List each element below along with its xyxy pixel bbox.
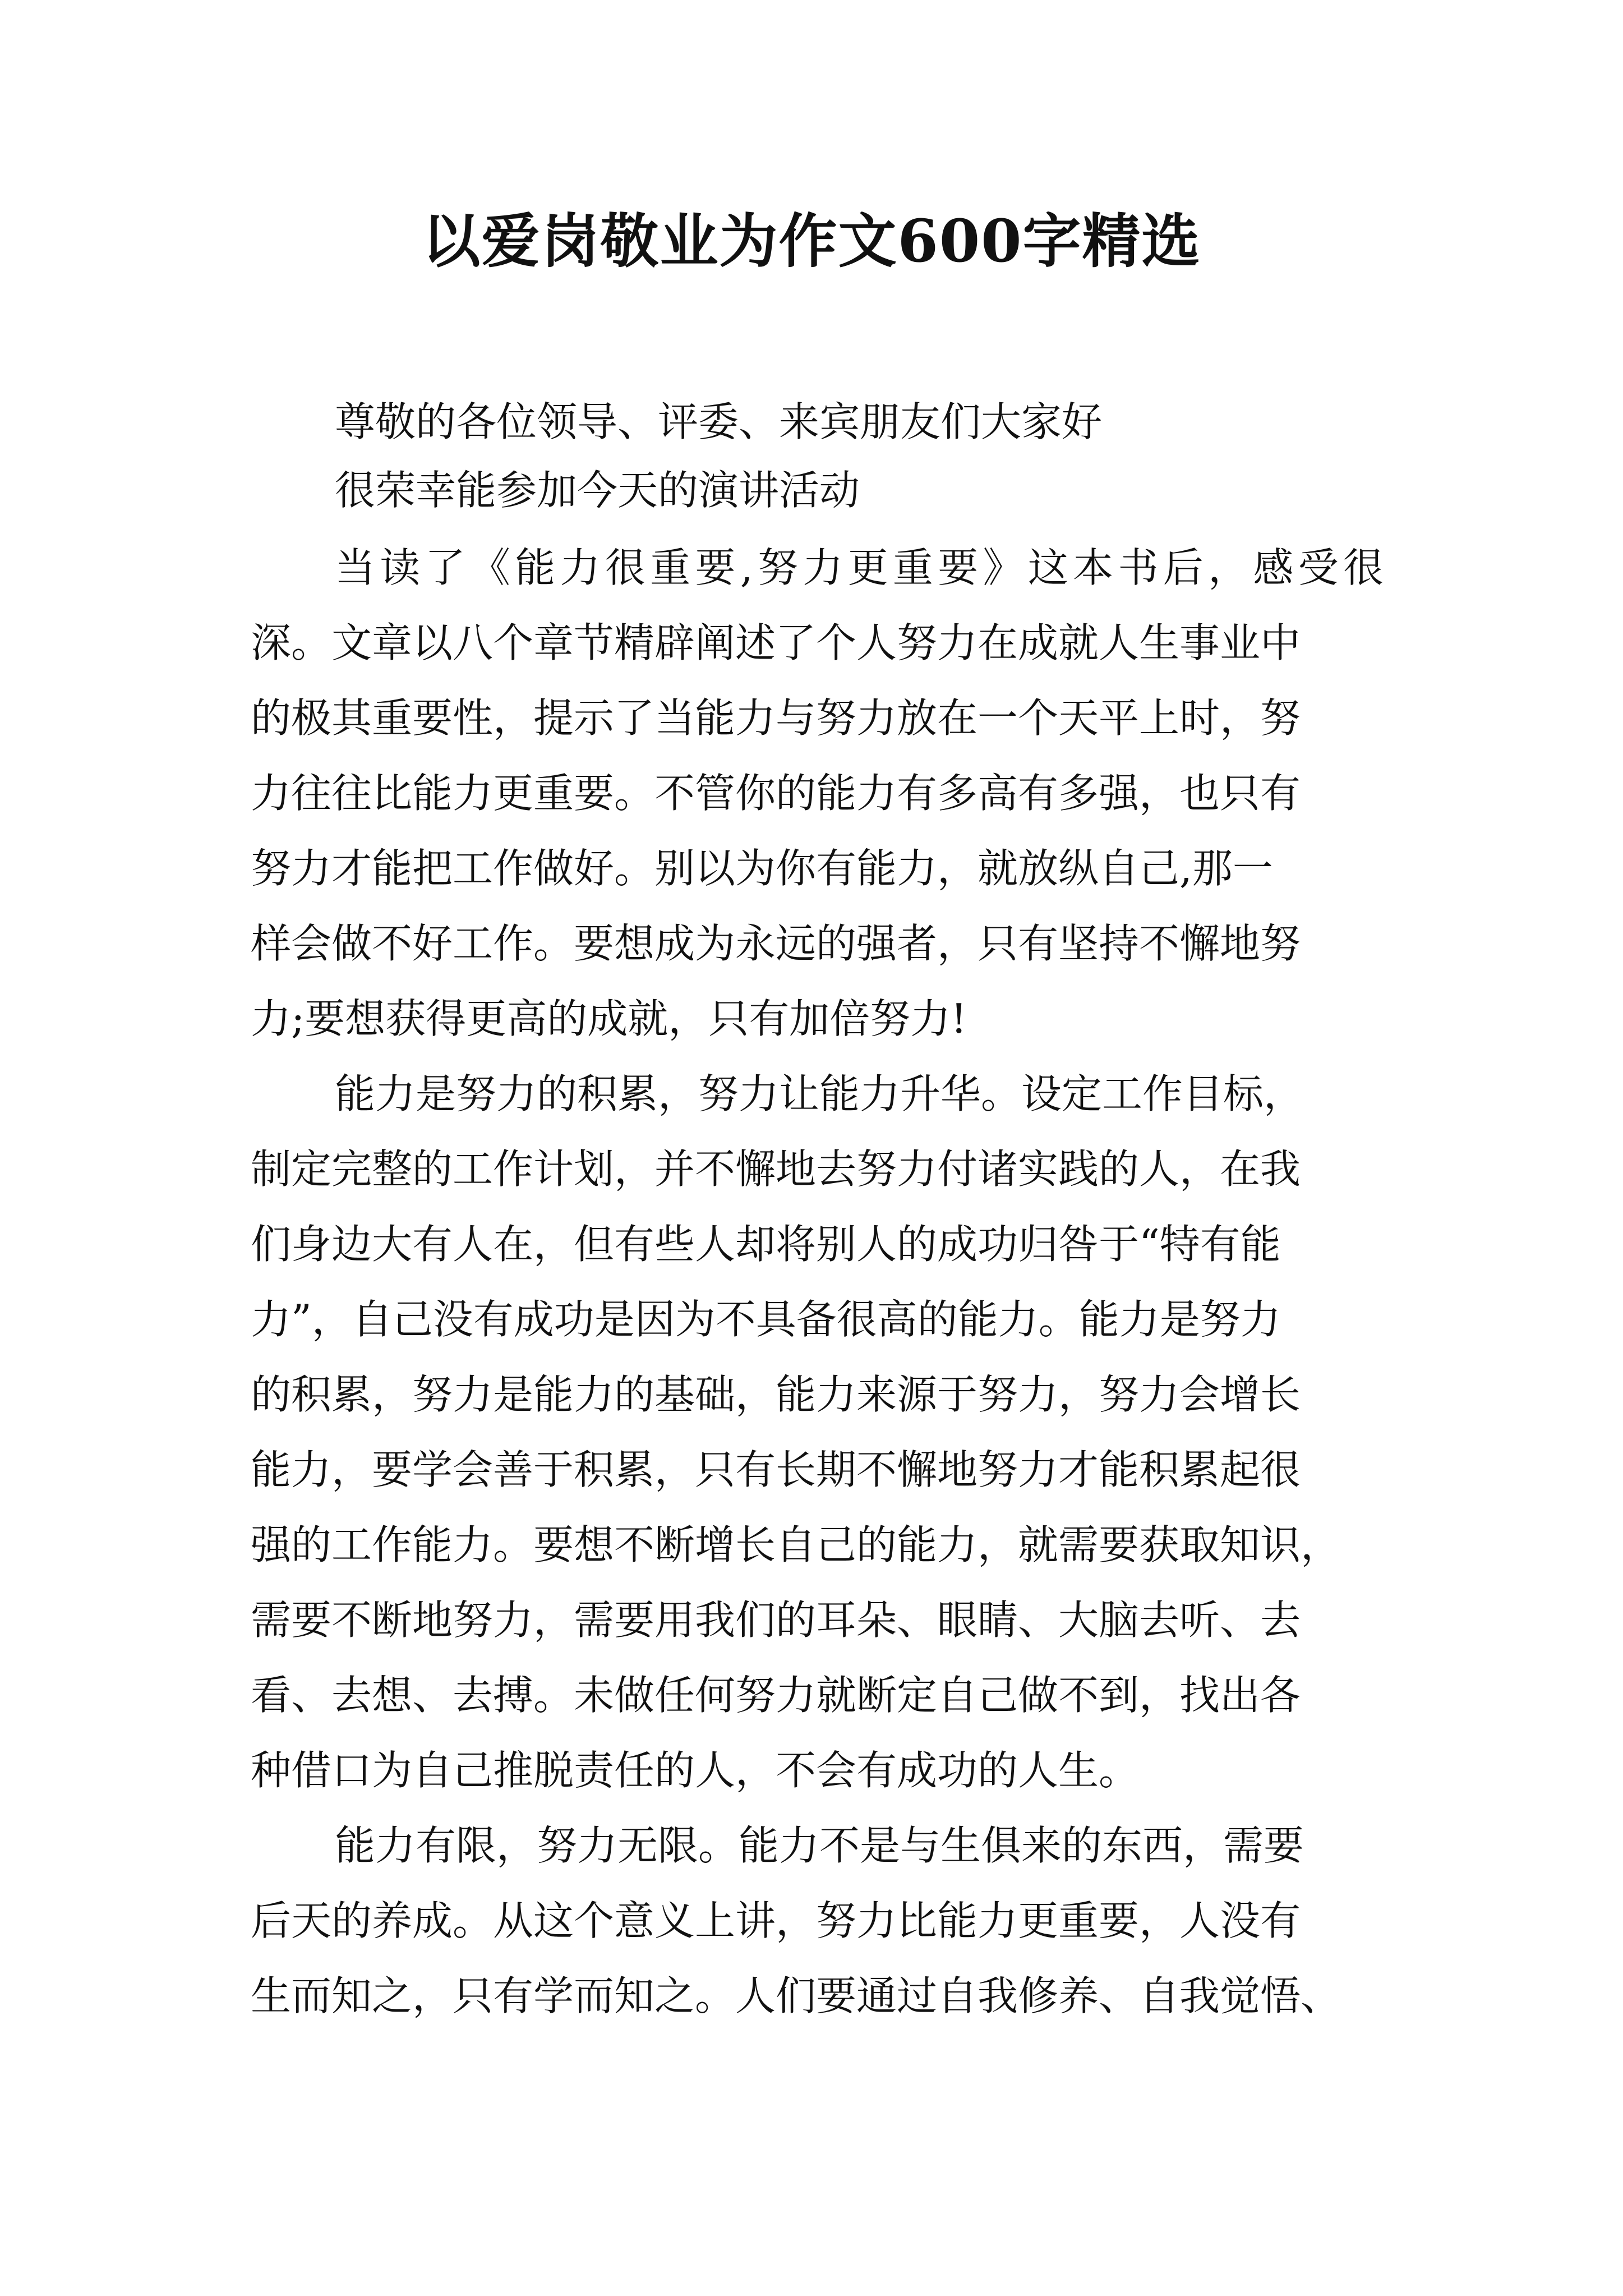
text-line bbox=[0, 534, 1623, 601]
paragraph-1-line-7: 力;要想获得更高的成就，只有加倍努力! bbox=[251, 995, 967, 1042]
text-line bbox=[0, 1662, 1623, 1729]
paragraph-3-line-2: 后天的养成。从这个意义上讲，努力比能力更重要，人没有 bbox=[251, 1897, 1301, 1944]
paragraph-2-line-10: 种借口为自己推脱责任的人，不会有成功的人生。 bbox=[251, 1747, 1140, 1794]
text-line bbox=[0, 1060, 1623, 1128]
text-line bbox=[0, 835, 1623, 902]
paragraph-2-line-9: 看、去想、去搏。未做任何努力就断定自己做不到，找出各 bbox=[251, 1672, 1301, 1719]
paragraph-1-line-4: 力往往比能力更重要。不管你的能力有多高有多强，也只有 bbox=[251, 770, 1301, 817]
greeting-line: 尊敬的各位领导、评委、来宾朋友们大家好 bbox=[335, 398, 1103, 445]
text-line bbox=[0, 1286, 1623, 1353]
text-line bbox=[0, 760, 1623, 827]
paragraph-2-line-4: 力”，自己没有成功是因为不具备很高的能力。能力是努力 bbox=[251, 1296, 1281, 1343]
text-line bbox=[0, 388, 1623, 455]
paragraph-1-line-3: 的极其重要性，提示了当能力与努力放在一个天平上时，努 bbox=[251, 694, 1301, 742]
text-line bbox=[0, 1511, 1623, 1579]
document-title: 以爱岗敬业为作文600字精选 bbox=[422, 206, 1201, 275]
text-line bbox=[0, 910, 1623, 977]
text-line bbox=[0, 609, 1623, 677]
intro-line: 很荣幸能参加今天的演讲活动 bbox=[335, 467, 860, 514]
paragraph-1-line-2: 深。文章以八个章节精辟阐述了个人努力在成就人生事业中 bbox=[251, 619, 1301, 666]
text-line bbox=[0, 1361, 1623, 1428]
paragraph-2-line-5: 的积累，努力是能力的基础，能力来源于努力，努力会增长 bbox=[251, 1371, 1301, 1418]
text-line bbox=[0, 1586, 1623, 1654]
text-line bbox=[0, 457, 1623, 524]
text-line bbox=[0, 1436, 1623, 1503]
text-line bbox=[0, 985, 1623, 1052]
paragraph-2-line-2: 制定完整的工作计划，并不懈地去努力付诸实践的人，在我 bbox=[251, 1145, 1301, 1193]
text-line bbox=[0, 1211, 1623, 1278]
text-line bbox=[0, 1135, 1623, 1203]
text-line bbox=[0, 1887, 1623, 1954]
text-line bbox=[0, 1737, 1623, 1804]
paragraph-1-line-5: 努力才能把工作做好。别以为你有能力，就放纵自己,那一 bbox=[251, 845, 1273, 892]
paragraph-2-line-6: 能力，要学会善于积累，只有长期不懈地努力才能积累起很 bbox=[251, 1446, 1301, 1493]
paragraph-2-line-7: 强的工作能力。要想不断增长自己的能力，就需要获取知识， bbox=[251, 1521, 1341, 1568]
text-line bbox=[0, 1812, 1623, 1879]
paragraph-3-line-3: 生而知之，只有学而知之。人们要通过自我修养、自我觉悟、 bbox=[251, 1972, 1341, 2019]
text-line bbox=[0, 684, 1623, 752]
paragraph-2-line-8: 需要不断地努力，需要用我们的耳朵、眼睛、大脑去听、去 bbox=[251, 1596, 1301, 1644]
paragraph-3-line-1: 能力有限，努力无限。能力不是与生俱来的东西，需要 bbox=[335, 1822, 1304, 1869]
paragraph-1-line-6: 样会做不好工作。要想成为永远的强者，只有坚持不懈地努 bbox=[251, 920, 1301, 967]
paragraph-1-line-1: 当读了《能力很重要,努力更重要》这本书后，感受很 bbox=[335, 544, 1389, 591]
text-line bbox=[0, 1962, 1623, 2030]
paragraph-2-line-1: 能力是努力的积累，努力让能力升华。设定工作目标， bbox=[335, 1070, 1304, 1117]
paragraph-2-line-3: 们身边大有人在，但有些人却将别人的成功归咎于“特有能 bbox=[251, 1221, 1281, 1268]
